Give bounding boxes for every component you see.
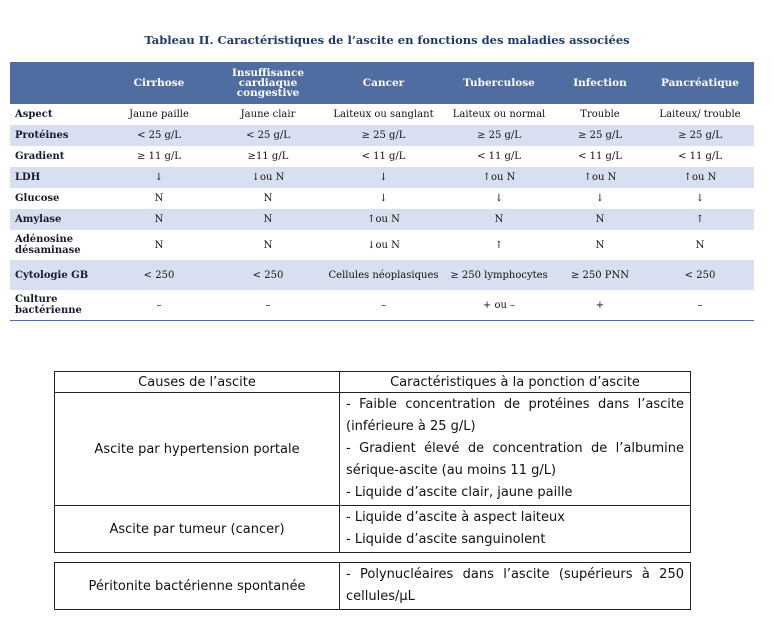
- table-cell: –: [213, 290, 323, 321]
- table-cell: N: [646, 230, 754, 260]
- row-label: Glucose: [10, 188, 105, 209]
- table-cell: < 250: [213, 260, 323, 290]
- table-cell: ≥ 11 g/L: [105, 146, 213, 167]
- characteristics-cell: [340, 393, 691, 506]
- table-cell: ↑ou N: [323, 209, 444, 230]
- table-cell: Laiteux/ trouble: [646, 104, 754, 125]
- table-row: [55, 563, 691, 610]
- table-cell: ↑: [646, 209, 754, 230]
- table-cell: < 250: [105, 260, 213, 290]
- table-header-row: [10, 62, 754, 104]
- table-cell: N: [105, 209, 213, 230]
- table-row: [10, 209, 754, 230]
- header-cell: Insuffisance cardiaque congestive: [213, 62, 323, 104]
- table-cell: ↓ou N: [213, 167, 323, 188]
- characteristic-line: - Liquide d’ascite sanguinolent: [346, 532, 546, 547]
- table-cell: < 25 g/L: [105, 125, 213, 146]
- header-cell: Cirrhose: [105, 62, 213, 104]
- characteristic-line: - Gradient élevé de concentration de l’albumine sérique-ascite (au moins 11 g/L): [346, 441, 684, 478]
- characteristic-line: - Polynucléaires dans l’ascite (supérieurs à 250 cellules/µL: [346, 567, 684, 604]
- table-cell: < 11 g/L: [323, 146, 444, 167]
- table-cell: Jaune clair: [213, 104, 323, 125]
- table-cell: +: [554, 290, 646, 321]
- header-cell: Pancréatique: [646, 62, 754, 104]
- row-label: Protéines: [10, 125, 105, 146]
- table-cell: Trouble: [554, 104, 646, 125]
- table-row: [10, 125, 754, 146]
- table-cell: ↓: [323, 188, 444, 209]
- table-cell: ≥ 25 g/L: [646, 125, 754, 146]
- table-header-row: [55, 372, 691, 393]
- table-cell: < 11 g/L: [554, 146, 646, 167]
- table-cell: < 11 g/L: [444, 146, 554, 167]
- table-cell: ≥ 250 lymphocytes: [444, 260, 554, 290]
- table-cell: N: [105, 230, 213, 260]
- table-cell: ↑: [444, 230, 554, 260]
- table-cell: N: [444, 209, 554, 230]
- table-cell: ↑ou N: [444, 167, 554, 188]
- table-cell: < 11 g/L: [646, 146, 754, 167]
- table-cell: N: [554, 230, 646, 260]
- table-row: [55, 393, 691, 506]
- table-cell: N: [105, 188, 213, 209]
- row-label: Amylase: [10, 209, 105, 230]
- table-row: [55, 506, 691, 553]
- table-cell: N: [213, 188, 323, 209]
- table-cell: < 25 g/L: [213, 125, 323, 146]
- table-cell: ≥ 25 g/L: [554, 125, 646, 146]
- ascites-characteristics-table: [10, 62, 754, 321]
- row-label: Gradient: [10, 146, 105, 167]
- table-cell: ↑ou N: [554, 167, 646, 188]
- characteristic-line: - Liquide d’ascite à aspect laiteux: [346, 510, 565, 525]
- row-label: Culture bactérienne: [10, 290, 105, 321]
- table-cell: Cellules néoplasiques: [323, 260, 444, 290]
- table-cell: Laiteux ou normal: [444, 104, 554, 125]
- header-cell: Caractéristiques à la ponction d’ascite: [340, 372, 691, 393]
- header-cell: Cancer: [323, 62, 444, 104]
- table-title: Tableau II. Caractéristiques de l’ascite en fonctions des maladies associées: [144, 33, 630, 47]
- cause-cell: Péritonite bactérienne spontanée: [55, 563, 340, 610]
- table-cell: ↓: [646, 188, 754, 209]
- characteristics-cell: [340, 563, 691, 610]
- characteristics-cell: [340, 506, 691, 553]
- table-cell: Jaune paille: [105, 104, 213, 125]
- table-cell: ↓: [105, 167, 213, 188]
- ascites-causes-table: [54, 371, 691, 553]
- header-cell: Tuberculose: [444, 62, 554, 104]
- table-cell: ≥ 25 g/L: [444, 125, 554, 146]
- table-cell: N: [213, 209, 323, 230]
- cause-cell: Ascite par tumeur (cancer): [55, 506, 340, 553]
- peritonitis-table: [54, 562, 691, 610]
- table-row: [10, 230, 754, 260]
- table-row: [10, 167, 754, 188]
- table-cell: ↑ou N: [646, 167, 754, 188]
- characteristic-line: - Liquide d’ascite clair, jaune paille: [346, 485, 573, 500]
- row-label: LDH: [10, 167, 105, 188]
- table-cell: ≥11 g/L: [213, 146, 323, 167]
- table-cell: ↓ou N: [323, 230, 444, 260]
- row-label: Cytologie GB: [10, 260, 105, 290]
- header-cell: Causes de l’ascite: [55, 372, 340, 393]
- table-cell: Laiteux ou sanglant: [323, 104, 444, 125]
- table-row: [10, 146, 754, 167]
- table-cell: N: [554, 209, 646, 230]
- table-cell: ≥ 25 g/L: [323, 125, 444, 146]
- table-cell: –: [105, 290, 213, 321]
- row-label: Adénosine désaminase: [10, 230, 105, 260]
- table-row: [10, 104, 754, 125]
- table-cell: ≥ 250 PNN: [554, 260, 646, 290]
- header-cell: Infection: [554, 62, 646, 104]
- table-cell: –: [646, 290, 754, 321]
- characteristic-line: - Faible concentration de protéines dans l’ascite (inférieure à 25 g/L): [346, 397, 684, 434]
- table-row: [10, 188, 754, 209]
- table-cell: ↓: [444, 188, 554, 209]
- table-cell: –: [323, 290, 444, 321]
- row-label: Aspect: [10, 104, 105, 125]
- header-cell: [10, 62, 105, 104]
- table-cell: ↓: [554, 188, 646, 209]
- table-cell: ↓: [323, 167, 444, 188]
- table-row: [10, 290, 754, 321]
- table-cell: + ou –: [444, 290, 554, 321]
- table-cell: < 250: [646, 260, 754, 290]
- table-cell: N: [213, 230, 323, 260]
- cause-cell: Ascite par hypertension portale: [55, 393, 340, 506]
- table-row: [10, 260, 754, 290]
